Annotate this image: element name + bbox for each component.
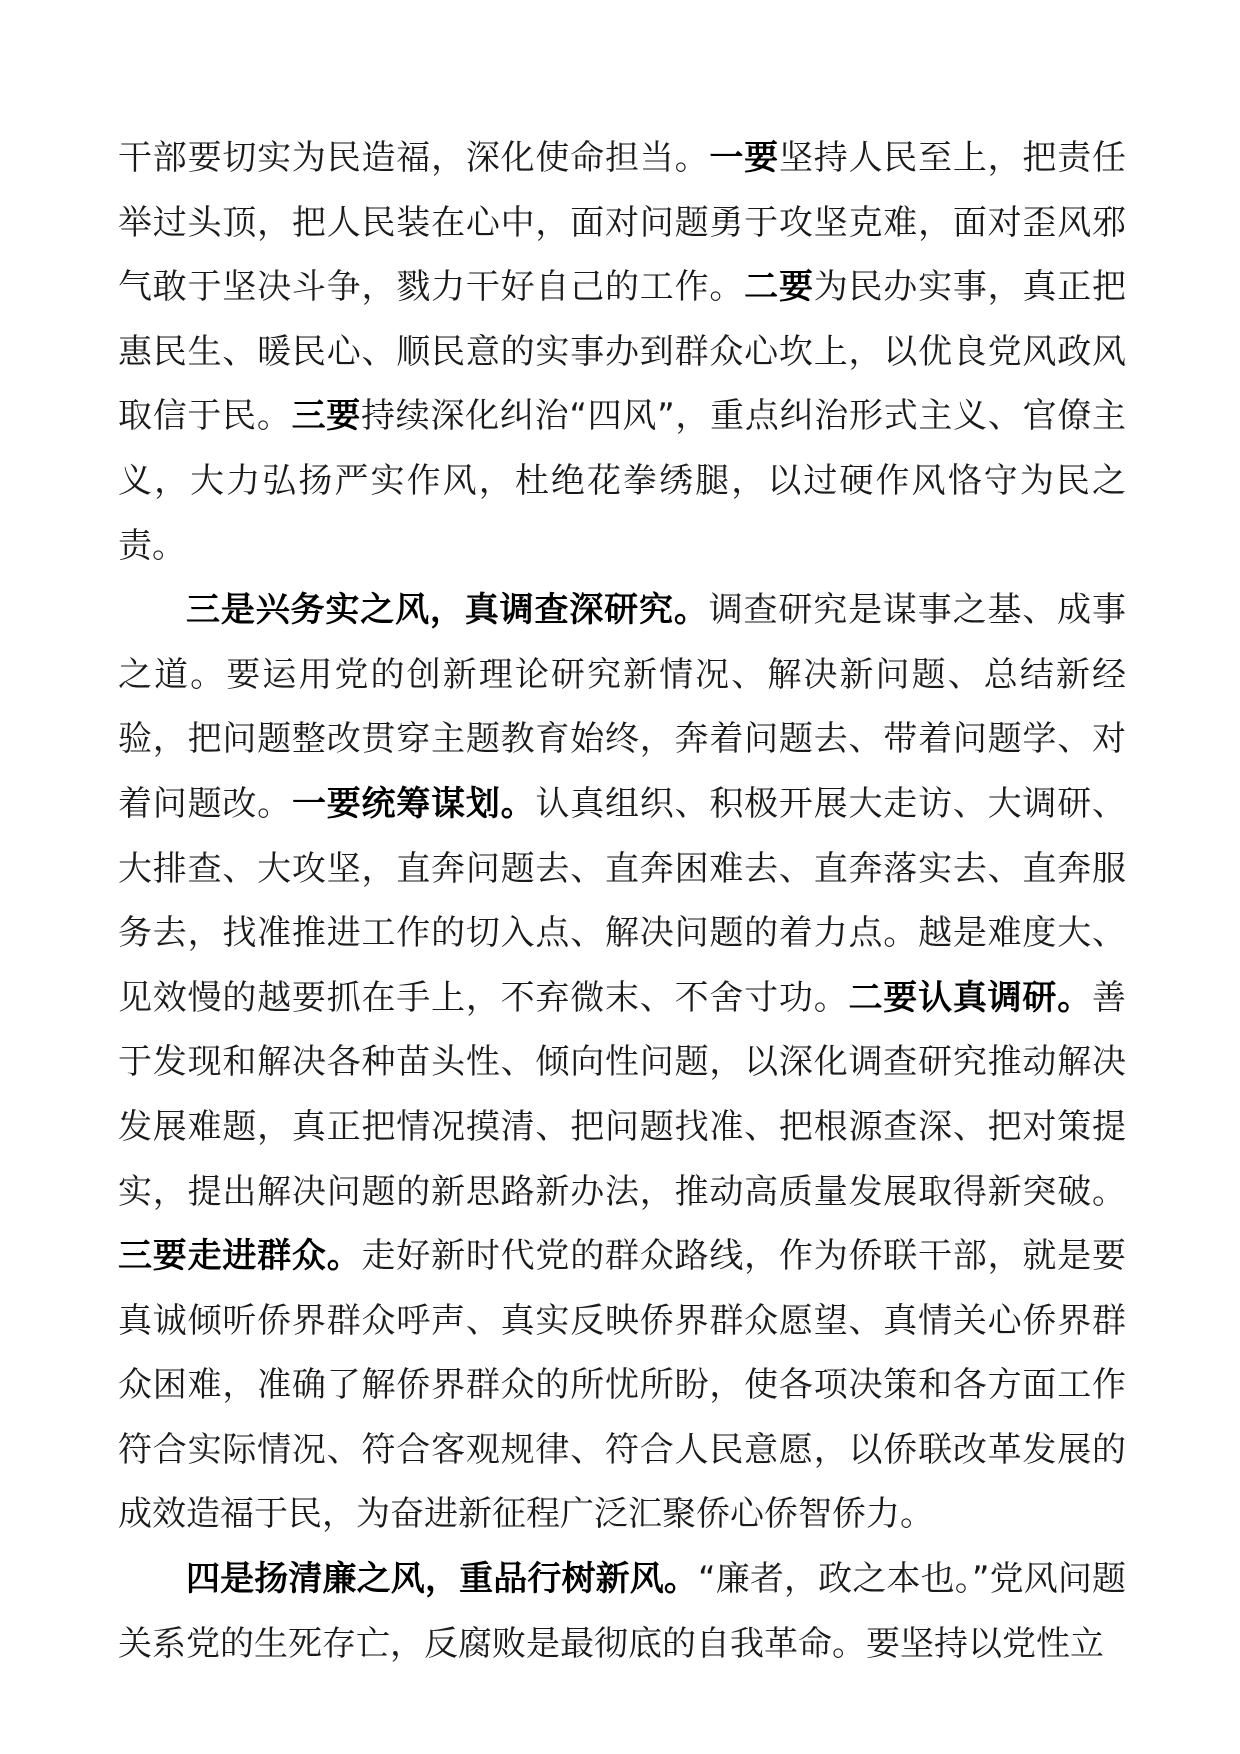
text-run: 走好新时代党的群众路线，作为侨联干部，就是要真诚倾听侨界群众呼声、真实反映侨界群众愿望、真情关心侨界群众困难，准确了解侨界群众的所忧所盼，使各项决策和各方面工作符合实际情况、符合客观规律、符合人民意愿，以侨联改革发展的成效造福于民，为奋进新征程广泛汇聚侨心侨智侨力。 <box>118 1236 1126 1535</box>
text-run: 干部要切实为民造福，深化使命担当。 <box>118 138 710 178</box>
emphasis-run: 二要认真调研。 <box>848 977 1092 1018</box>
section-heading-run: 三是兴务实之风，真调查深研究。 <box>186 590 709 631</box>
emphasis-run: 二要 <box>744 267 814 308</box>
text-run: “廉者，政之本也。”党风问题关系党的生死存亡，反腐败是最彻底的自我革命。要坚持以党性立 <box>118 1559 1127 1664</box>
paragraph-2 <box>118 578 1126 1547</box>
paragraph-1 <box>118 126 1126 578</box>
text-run: 坚持人民至上，把责任举过头顶，把人民装在心中，面对问题勇于攻坚克难，面对歪风邪气敢于坚决斗争，戮力干好自己的工作。 <box>118 138 1127 308</box>
emphasis-run: 三要 <box>291 396 362 437</box>
text-run: 为民办实事，真正把惠民生、暖民心、顺民意的实事办到群众心坎上，以优良党风政风取信于民。 <box>118 267 1127 437</box>
emphasis-run: 一要 <box>709 138 779 178</box>
section-heading-run: 四是扬清廉之风，重品行树新风。 <box>186 1559 699 1600</box>
emphasis-run: 一要统筹谋划。 <box>291 783 536 824</box>
text-run: 认真组织、积极开展大走访、大调研、大排查、大攻坚，直奔问题去、直奔困难去、直奔落实去、直奔服务去，找准推进工作的切入点、解决问题的着力点。越是难度大、见效慢的越要抓在手上，不弃微末、不舍寸功。 <box>118 783 1127 1018</box>
document-body <box>118 126 1126 1676</box>
emphasis-run: 三要走进群众。 <box>118 1236 362 1277</box>
paragraph-3 <box>118 1547 1126 1676</box>
text-run: 善于发现和解决各种苗头性、倾向性问题，以深化调查研究推动解决发展难题，真正把情况摸清、把问题找准、把根源查深、把对策提实，提出解决问题的新思路新办法，推动高质量发展取得新突破。 <box>118 977 1126 1212</box>
text-run: 调查研究是谋事之基、成事之道。要运用党的创新理论研究新情况、解决新问题、总结新经验，把问题整改贯穿主题教育始终，奔着问题去、带着问题学、对着问题改。 <box>118 590 1127 824</box>
text-run: 持续深化纠治“四风”，重点纠治形式主义、官僚主义，大力弘扬严实作风，杜绝花拳绣腿，以过硬作风恪守为民之责。 <box>118 396 1127 566</box>
